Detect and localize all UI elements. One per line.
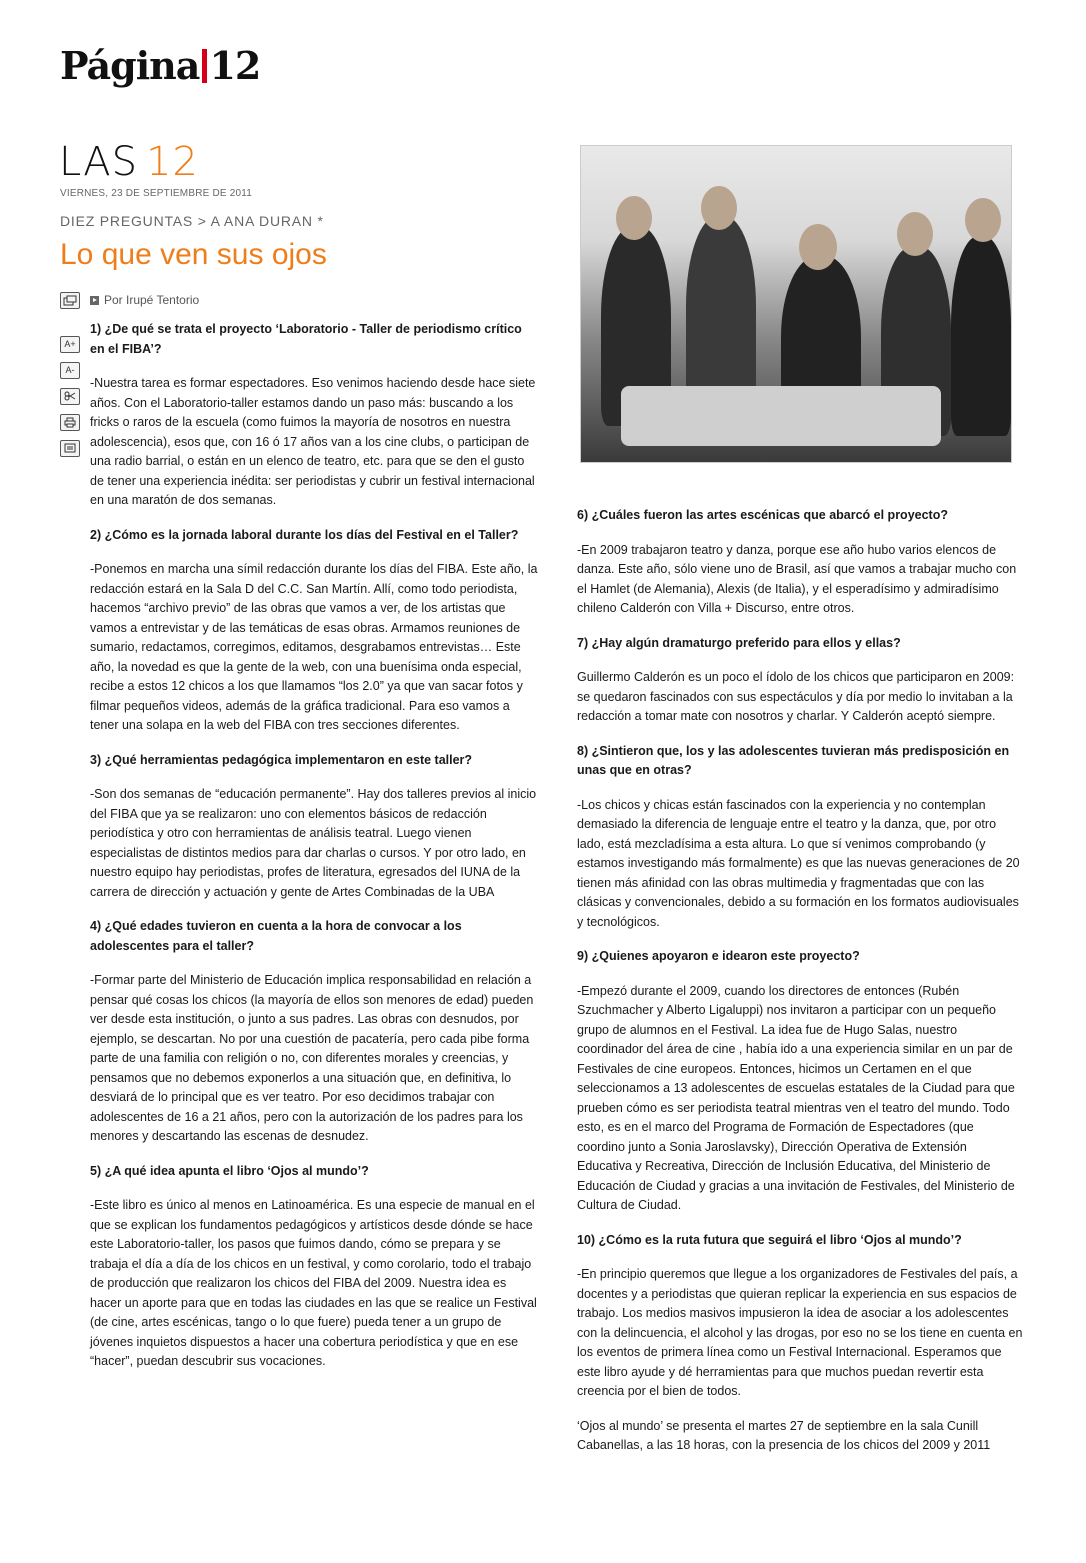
brand-name: Página [60,43,200,88]
article-toolbar [60,292,80,466]
qa-item [90,751,538,903]
qa-item [90,1162,538,1372]
photo-head [965,198,1001,242]
qa-item [577,506,1024,619]
question: 9) ¿Quienes apoyaron e idearon este proyecto? [577,949,860,963]
qa-item [90,526,538,736]
font-decrease-button[interactable]: A- [60,362,80,379]
section-logo[interactable] [59,140,199,184]
question: 6) ¿Cuáles fueron las artes escénicas que abarcó el proyecto? [577,508,948,522]
section-name-part1: LAS [59,139,138,185]
qa-item [577,634,1024,727]
answer: -Los chicos y chicas están fascinados con la experiencia y no contemplan demasiado la diferencia de lenguaje entre el teatro y la danza, que, por otro lado, está mezcladísima a esta altura. Lo que sí venimos comprobando (y estamos investigando más formalmente) es que las nuevas generaciones de 20 tienen más afinidad con las obras multimedia y fragmentadas que con las clásicas y convencionales, debido a su formación en los formatos audiovisuales y tecnológicos. [577,797,1020,929]
masthead-logo[interactable] [60,40,260,96]
publication-date: VIERNES, 23 DE SEPTIEMBRE DE 2011 [60,188,253,199]
gallery-icon[interactable] [60,292,80,309]
answer: -Empezó durante el 2009, cuando los directores de entonces (Rubén Szuchmacher y Alberto Ligaluppi) nos invitaron a participar con un pequeño grupo de alumnos en el Festival. La idea fue de Hugo Salas, nuestro coordinador del área de cine , había ido a una experiencia similar en un par de Festivales de cine europeos. Entonces, hicimos un Certamen en el que seleccionamos a 13 adolescentes de escuelas estatales de la Ciudad para que prueben cómo es ser periodista teatral mientras ven el teatro del mundo. Todo esto, es en el marco del Programa de Formación de Espectadores (que coordino junto a Sonia Jaroslavsky), Dirección Operativa de Extensión Educativa y Recreativa, Dirección de Inclusión Educativa, del Ministerio de Educación de Ciudad y gracias a una invitación de Festivales, del Ministerio de Cultura de Ciudad. [577,983,1015,1212]
brand-number: 12 [209,43,261,88]
photo-figure [951,236,1011,436]
qa-item [577,947,1024,1216]
font-increase-button[interactable]: A+ [60,336,80,353]
section-name-part2: 12 [145,139,199,185]
envelope-icon[interactable] [60,440,80,457]
qa-item [577,742,1024,933]
brand-bar [202,49,207,83]
question: 4) ¿Qué edades tuvieron en cuenta a la hora de convocar a los adolescentes para el taller? [90,919,462,953]
photo-head [799,224,837,270]
question: 1) ¿De qué se trata el proyecto ‘Laboratorio - Taller de periodismo crítico en el FIBA’? [90,322,522,356]
answer: -Son dos semanas de “educación permanente”. Hay dos talleres previos al inicio del FIBA que ya se realizaron: uno con elementos básicos de redacción periodística y otro con herramientas de análisis teatral. Luego vienen especialistas de distintos medios para dar charlas o cursos. Y por otro lado, en nuestro equipo hay periodistas, profes de literatura, egresados del IUNA de la carrera de dirección y actuación y gente de Artes Combinadas de la UBA [90,787,537,899]
byline-author: Por Irupé Tentorio [104,293,200,307]
byline[interactable] [90,293,199,307]
answer: -Formar parte del Ministerio de Educación implica responsabilidad en relación a pensar qué cosas los chicos (la mayoría de ellos son menores de edad) pueden ver desde esta institución, o junto a sus padres. Las obras con desnudos, por ejemplo, se descartan. No por una cuestión de pacatería, pero cada pibe forma parte de una familia con religión o no, con diferentes morales y creencias, y pensamos que no debemos exponerlos a una situación que, en definitiva, lo desviará de lo principal que es ver teatro. Por eso decidimos trabajar con adolescentes de 16 a 21 años, pero con la autorización de los padres para los menores y descartando las escenas de desnudez. [90,973,534,1143]
article-photo[interactable] [580,145,1012,463]
photo-head [701,186,737,230]
question: 5) ¿A qué idea apunta el libro ‘Ojos al mundo’? [90,1163,369,1178]
article-kicker: DIEZ PREGUNTAS > A ANA DURAN * [60,213,324,229]
answer: -En principio queremos que llegue a los organizadores de Festivales del país, a docentes y a periodistas que quieran replicar la experiencia en sus espacios de trabajo. Los medios masivos impusieron la idea de asociar a los adolescentes con la delincuencia, el alcohol y las drogas, por eso no se los tiene en cuenta en los eventos de primera línea como un Festival Internacional. Esperamos que este libro ayude y dé herramientas para que muchos puedan revertir esta creencia por el bien de todos. [577,1267,1023,1398]
closing-note: ‘Ojos al mundo’ se presenta el martes 27 de septiembre en la sala Cunill Cabanellas, a las 18 horas, con la presencia de los chicos del 2009 y 2011 [577,1418,991,1452]
qa-item [577,1231,1024,1402]
qa-item [90,320,538,511]
qa-item [90,917,538,1147]
photo-head [616,196,652,240]
photo-head [897,212,933,256]
play-arrow-icon [90,296,99,305]
scissors-icon[interactable] [60,388,80,405]
article-headline: Lo que ven sus ojos [60,238,327,271]
answer: -Nuestra tarea es formar espectadores. Eso venimos haciendo desde hace siete años. Con el Laboratorio-taller estamos dando un paso más: buscando a los fricks o raros de la escuela (como fuimos la mayoría de nosotros en nuestra adolescencia), esos que, con 16 ó 17 años van a los cine clubs, o participan de una radio barrial, o están en un elenco de teatro, etc. para que se den el gusto de tener una experiencia inédita: ser periodistas y cubrir un festival internacional en una maratón de dos semanas. [90,376,536,507]
question: 2) ¿Cómo es la jornada laboral durante los días del Festival en el Taller? [90,527,519,542]
photo-table [621,386,941,446]
article-column-right [577,506,1024,1471]
question: 7) ¿Hay algún dramaturgo preferido para ellos y ellas? [577,635,901,650]
article-column-left [90,320,538,1387]
answer: -Este libro es único al menos en Latinoamérica. Es una especie de manual en el que se explican los fundamentos pedagógicos y artísticos desde dónde se hace este Laboratorio-taller, los pasos que fuimos dando, cómo se prepara y se trabaja el día a día de los chicos en un festival, y como corolario, todo el trabajo de producción que realizaron los chicos del FIBA del 2009. Nuestra idea es hacer un aporte para que en todas las ciudades en las que se realice un Festival (de cine, artes escénicas, tango o lo que fuere) pueda tener a un grupo de jóvenes inquietos dispuestos a hacer una cobertura periodística y que en ese “hacer”, puedan descubrir sus vocaciones. [90,1198,537,1368]
question: 3) ¿Qué herramientas pedagógica implementaron en este taller? [90,752,473,767]
question: 10) ¿Cómo es la ruta futura que seguirá el libro ‘Ojos al mundo’? [577,1232,962,1247]
answer: -En 2009 trabajaron teatro y danza, porque ese año hubo varios elencos de danza. Este año, sólo viene uno de Brasil, así que vamos a trabajar mucho con el Hamlet (de Alemania), Alexis (de Italia), y el esperadísimo y admiradísimo chileno Calderón con Villa + Discurso, entre otros. [577,542,1017,615]
answer: Guillermo Calderón es un poco el ídolo de los chicos que participaron en 2009: se quedaron fascinados con sus espectáculos y día por medio lo invitaban a la redacción a tomar mate con nosotros y charlar. Y Calderón aceptó siempre. [577,670,1015,723]
printer-icon[interactable] [60,414,80,431]
answer: -Ponemos en marcha una símil redacción durante los días del FIBA. Este año, la redacción estará en la Sala D del C.C. San Martín. Allí, como todo periodista, hacemos “archivo previo” de las obras que vamos a ver, de los artistas que vamos a entrevistar y de las temáticas de esas obras. Armamos reuniones de sumario, redactamos, corregimos, editamos, desgrabamos entrevistas… Este año, la novedad es que la gente de la web, con una buenísima onda especial, recibe a estos 12 chicos a los que llamamos “los 2.0” ya que van sacar fotos y filmar pequeños videos, además de la gráfica tradicional. Para eso vamos a tener una solapa en la web del FIBA con tres secciones diferentes. [90,562,538,732]
question: 8) ¿Sintieron que, los y las adolescentes tuvieran más predisposición en unas que en otras? [577,743,1010,777]
